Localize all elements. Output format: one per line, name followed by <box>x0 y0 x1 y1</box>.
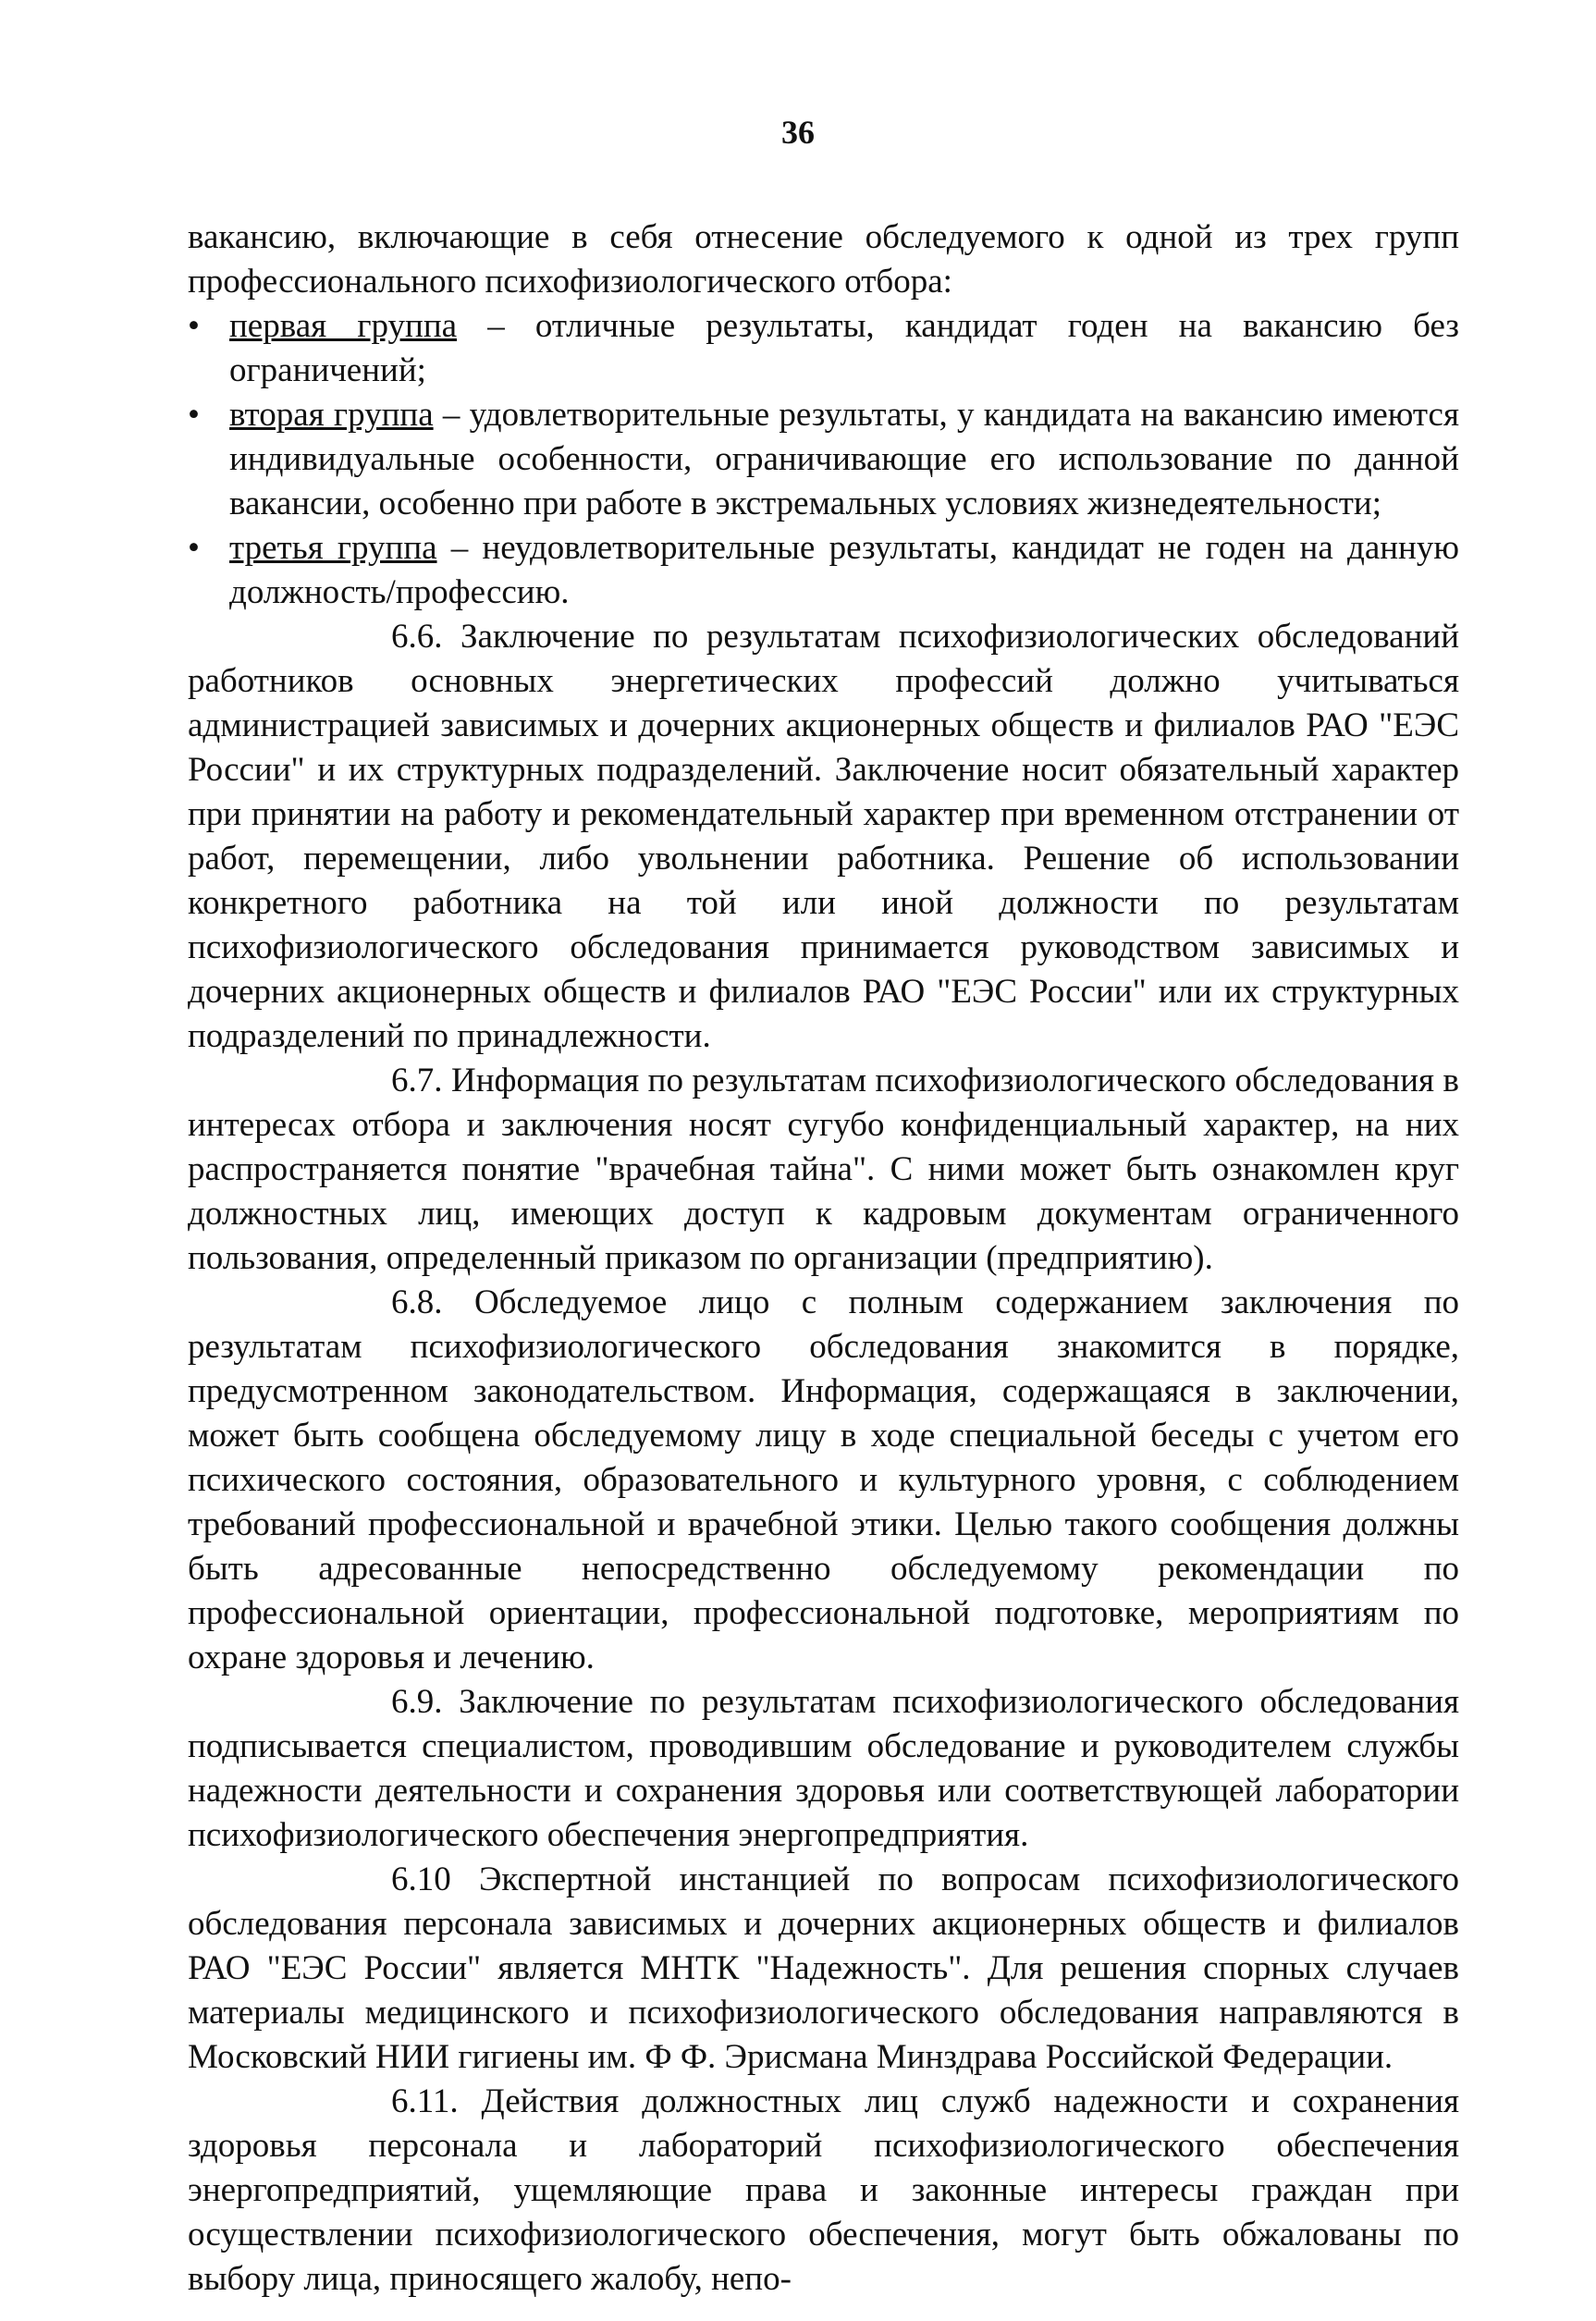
clause-number: 6.9. <box>391 1683 443 1721</box>
list-item-group-1 <box>188 304 1459 393</box>
list-item-group-2 <box>188 393 1459 526</box>
clause-number: 6.8. <box>391 1283 443 1321</box>
paragraph-6-9 <box>188 1680 1459 1858</box>
clause-text: Информация по результатам психофизиологического обследования в интересах отбора и заключения носят сугубо конфиденциальный характер, на них распространяется понятие "врачебная тайна". С ними может быть ознакомлен круг должностных лиц, имеющих доступ к кадровым документам ограниченного пользования, определенный приказом по организации (предприятию). <box>188 1062 1460 1277</box>
clause-text: Действия должностных лиц служб надежности и сохранения здоровья персонала и лабораторий психофизиологического обеспечения энергопредприятий, ущемляющие права и законные интересы граждан при осуществлении психофизиологического обеспечения, могут быть обжалованы по выбору лица, приносящего жалобу, непо- <box>188 2082 1460 2298</box>
group-term: первая группа <box>229 307 458 345</box>
group-term: третья группа <box>229 529 437 567</box>
paragraph-6-6 <box>188 615 1459 1059</box>
clause-number: 6.10 <box>391 1860 451 1898</box>
group-list <box>188 304 1459 615</box>
clause-number: 6.7. <box>391 1062 443 1099</box>
clause-number: 6.6. <box>391 618 443 656</box>
clause-text: Заключение по результатам психофизиологических обследований работников основных энергетических профессий должно учитываться администрацией зависимых и дочерних акционерных обществ и филиалов РАО "ЕЭС России" и их структурных подразделений. Заключение носит обязательный характер при принятии на работу и рекомендательный характер при временном отстранении от работ, перемещении, либо увольнении работника. Решение об использовании конкретного работника на той или иной должности по результатам психофизиологического обследования принимается руководством зависимых и дочерних акционерных обществ и филиалов РАО "ЕЭС России" или их структурных подразделений по принадлежности. <box>188 618 1459 1055</box>
group-description: – неудовлетворительные результаты, кандидат не годен на данную должность/профессию. <box>229 529 1459 611</box>
bullet-icon: • <box>188 307 200 345</box>
group-description: – отличные результаты, кандидат годен на вакансию без ограничений; <box>229 307 1459 389</box>
paragraph-6-11 <box>188 2080 1459 2302</box>
clause-text: Заключение по результатам психофизиологического обследования подписывается специалистом, проводившим обследование и руководителем службы надежности деятельности и сохранения здоровья или соответствующей лаборатории психофизиологического обеспечения энергопредприятия. <box>188 1683 1459 1854</box>
list-item-group-3 <box>188 526 1459 615</box>
group-term: вторая группа <box>229 396 434 434</box>
paragraph-6-7 <box>188 1059 1459 1281</box>
paragraph-6-8 <box>188 1281 1459 1680</box>
bullet-icon: • <box>188 529 200 567</box>
document-body <box>188 215 1459 2302</box>
clause-text: Обследуемое лицо с полным содержанием заключения по результатам психофизиологического обследования знакомится в порядке, предусмотренном законодательством. Информация, содержащаяся в заключении, может быть сообщена обследуемому лицу в ходе специальной беседы с учетом его психического состояния, образовательного и культурного уровня, с соблюдением требований профессиональной и врачебной этики. Целью такого сообщения должны быть адресованные непосредственно обследуемому рекомендации по профессиональной ориентации, профессиональной подготовке, мероприятиям по охране здоровья и лечению. <box>188 1283 1459 1676</box>
clause-text: Экспертной инстанцией по вопросам психофизиологического обследования персонала зависимых и дочерних акционерных обществ и филиалов РАО "ЕЭС России" является МНТК "Надежность". Для решения спорных случаев материалы медицинского и психофизиологического обследования направляются в Московский НИИ гигиены им. Ф Ф. Эрисмана Минздрава Российской Федерации. <box>188 1860 1460 2076</box>
paragraph-6-10 <box>188 1858 1459 2080</box>
bullet-icon: • <box>188 396 200 434</box>
clause-number: 6.11. <box>391 2082 459 2120</box>
page-number: 36 <box>781 114 815 151</box>
intro-paragraph: вакансию, включающие в себя отнесение обследуемого к одной из трех групп профессионального психофизиологического отбора: <box>188 218 1459 301</box>
group-description: – удовлетворительные результаты, у кандидата на вакансию имеются индивидуальные особенности, ограничивающие его использование по данной вакансии, особенно при работе в экстремальных условиях жизнедеятельности; <box>229 396 1459 522</box>
